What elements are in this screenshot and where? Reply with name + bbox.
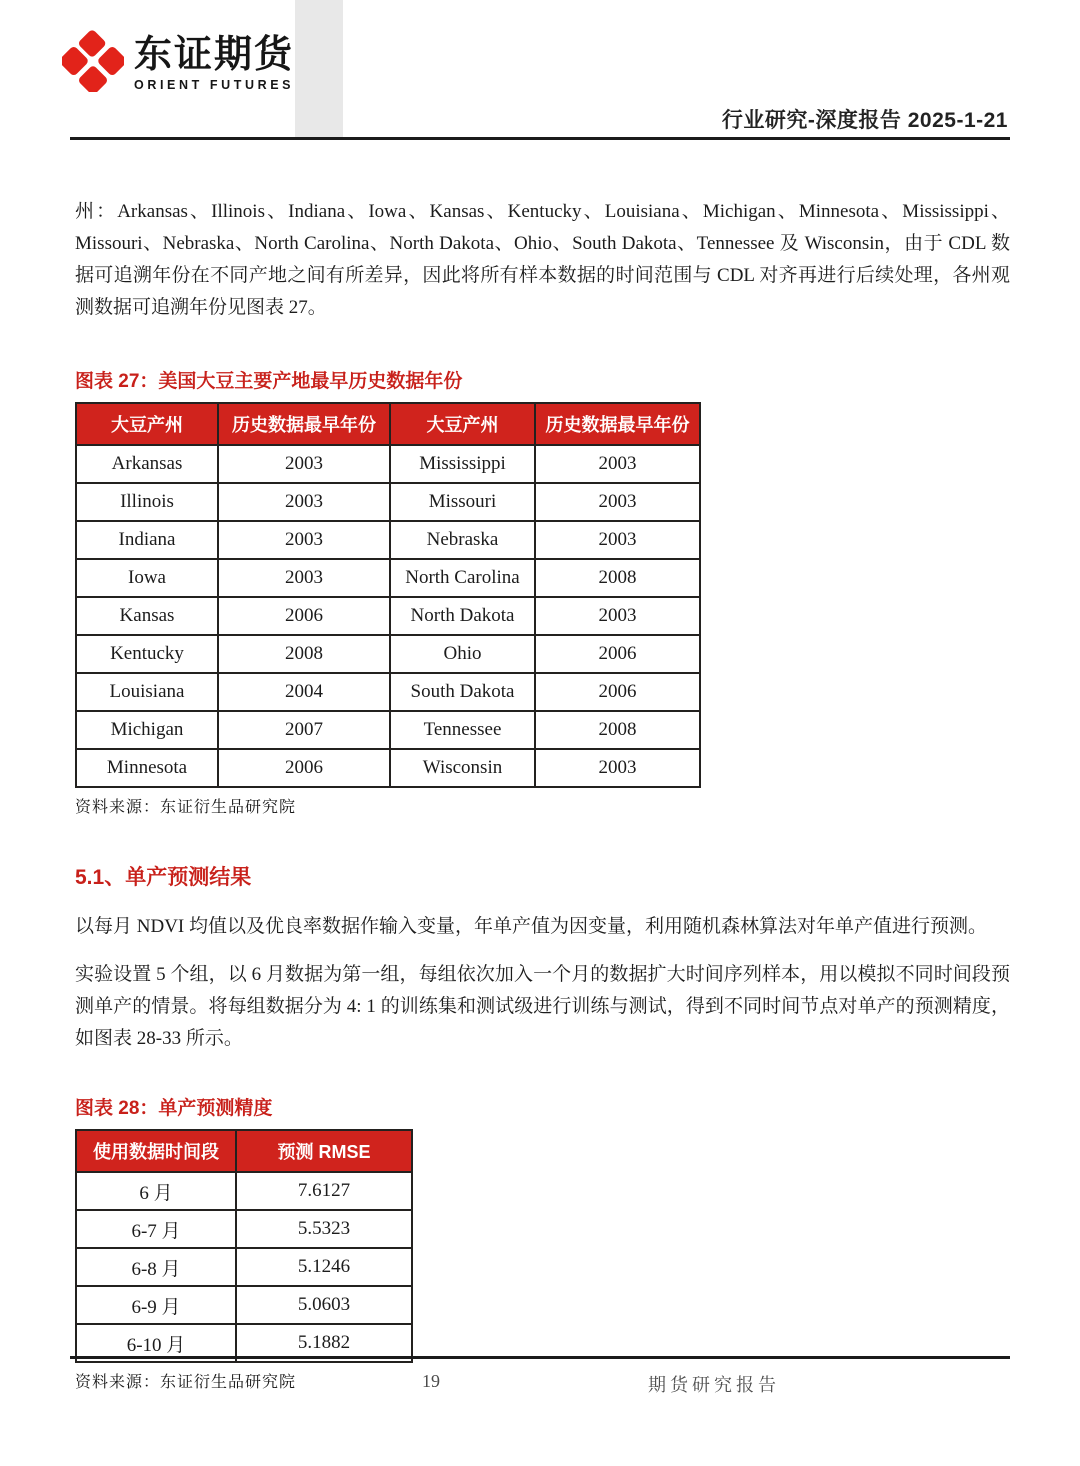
section-5-1-heading: 5.1、单产预测结果 [75, 866, 252, 889]
logo-text [134, 35, 294, 92]
table-cell: 6-9 月 [76, 1286, 236, 1324]
page-footer [70, 1356, 1010, 1419]
table-cell: North Dakota [390, 597, 535, 635]
report-type-and-date: 行业研究-深度报告 2025-1-21 [721, 109, 1008, 132]
table-cell: Ohio [390, 635, 535, 673]
figure27-title: 图表 27：美国大豆主要产地最早历史数据年份 [75, 371, 463, 392]
column-header: 历史数据最早年份 [218, 403, 390, 445]
figure27-table-body [76, 445, 700, 787]
table-cell: Louisiana [76, 673, 218, 711]
table-cell: 2006 [218, 749, 390, 787]
table-row [76, 1172, 412, 1210]
page-content [75, 140, 1010, 1392]
header-row [76, 403, 700, 445]
table-cell: 2004 [218, 673, 390, 711]
table-cell: 2008 [218, 635, 390, 673]
table-cell: South Dakota [390, 673, 535, 711]
table-cell: 5.5323 [236, 1210, 412, 1248]
footer-report-label: 期货研究报告 [648, 1375, 780, 1395]
table-cell: 7.6127 [236, 1172, 412, 1210]
table-cell: 2006 [218, 597, 390, 635]
figure28-table-header [76, 1130, 412, 1172]
orient-futures-logo-icon [62, 30, 124, 97]
table-row [76, 635, 700, 673]
table-cell: Indiana [76, 521, 218, 559]
table-cell: 6-7 月 [76, 1210, 236, 1248]
table-cell: Kentucky [76, 635, 218, 673]
table-cell: Arkansas [76, 445, 218, 483]
table-cell: Tennessee [390, 711, 535, 749]
table-cell: 5.1882 [236, 1324, 412, 1362]
figure27-source-note: 资料来源：东证衍生品研究院 [75, 799, 297, 816]
table-row [76, 445, 700, 483]
table-row [76, 521, 700, 559]
header-accent-bar [295, 0, 343, 137]
figure28-source-note: 资料来源：东证衍生品研究院 [75, 1374, 297, 1391]
column-header: 预测 RMSE [236, 1130, 412, 1172]
table-cell: 2003 [535, 521, 700, 559]
table-row [76, 597, 700, 635]
table-cell: Kansas [76, 597, 218, 635]
column-header: 使用数据时间段 [76, 1130, 236, 1172]
table-cell: 2003 [535, 749, 700, 787]
page-number: 19 [422, 1371, 440, 1391]
table-row [76, 1286, 412, 1324]
table-row [76, 673, 700, 711]
company-logo [62, 30, 294, 97]
header-row [76, 1130, 412, 1172]
figure27-table [75, 402, 701, 788]
table-cell: 2003 [218, 559, 390, 597]
table-row [76, 483, 700, 521]
table-cell: Nebraska [390, 521, 535, 559]
section-paragraph-1: 以每月 NDVI 均值以及优良率数据作输入变量，年单产值为因变量，利用随机森林算法对年单产值进行预测。 [75, 916, 987, 937]
table-cell: 2007 [218, 711, 390, 749]
figure28-table [75, 1129, 413, 1363]
table-cell: 2003 [218, 521, 390, 559]
table-cell: 6-8 月 [76, 1248, 236, 1286]
table-cell: Missouri [390, 483, 535, 521]
table-cell: Wisconsin [390, 749, 535, 787]
table-cell: 5.1246 [236, 1248, 412, 1286]
table-cell: Iowa [76, 559, 218, 597]
figure27-table-header [76, 403, 700, 445]
table-row [76, 749, 700, 787]
table-row [76, 711, 700, 749]
column-header: 历史数据最早年份 [535, 403, 700, 445]
intro-paragraph: 州：Arkansas、Illinois、Indiana、Iowa、Kansas、Kentucky、Louisiana、Michigan、Minnesota、Mississippi、Missouri、Nebraska、North Carolina、North Dakota、Ohio、South Dakota、Tennessee 及 Wisconsin，由于 CDL 数据可追溯年份在不同产地之间有所差异，因此将所有样本数据的时间范围与 CDL 对齐再进行后续处理，各州观测数据可追溯年份见图表 27。 [75, 201, 1010, 318]
table-cell: Minnesota [76, 749, 218, 787]
table-cell: Illinois [76, 483, 218, 521]
table-cell: 2006 [535, 673, 700, 711]
section-paragraph-2: 实验设置 5 个组，以 6 月数据为第一组，每组依次加入一个月的数据扩大时间序列样本，用以模拟不同时间段预测单产的情景。将每组数据分为 4: 1 的训练集和测试级进行训练与测试，得到不同时间节点对单产的预测精度，如图表 28-33 所示。 [75, 964, 1010, 1049]
table-row [76, 1210, 412, 1248]
figure28-table-body [76, 1172, 412, 1362]
table-cell: 6 月 [76, 1172, 236, 1210]
table-cell: 5.0603 [236, 1286, 412, 1324]
table-cell: 6-10 月 [76, 1324, 236, 1362]
table-cell: 2003 [535, 445, 700, 483]
table-cell: 2008 [535, 711, 700, 749]
logo-name-english: ORIENT FUTURES [134, 78, 295, 92]
table-row [76, 559, 700, 597]
table-cell: 2003 [218, 483, 390, 521]
table-cell: Mississippi [390, 445, 535, 483]
table-cell: 2003 [218, 445, 390, 483]
figure28-title: 图表 28：单产预测精度 [75, 1098, 273, 1119]
table-row [76, 1248, 412, 1286]
column-header: 大豆产州 [390, 403, 535, 445]
table-cell: 2003 [535, 597, 700, 635]
table-cell: 2006 [535, 635, 700, 673]
table-cell: Michigan [76, 711, 218, 749]
column-header: 大豆产州 [76, 403, 218, 445]
logo-name-chinese: 东证期货 [134, 34, 295, 76]
table-cell: 2003 [535, 483, 700, 521]
table-cell: 2008 [535, 559, 700, 597]
table-cell: North Carolina [390, 559, 535, 597]
